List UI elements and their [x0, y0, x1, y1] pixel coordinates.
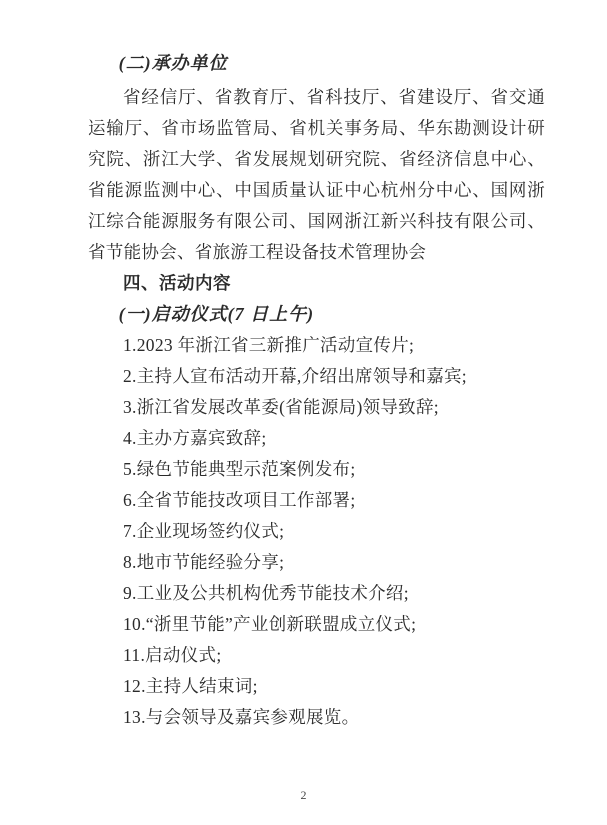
- agenda-list: [88, 330, 545, 733]
- agenda-item-10: 10.“浙里节能”产业创新联盟成立仪式;: [123, 614, 417, 634]
- heading-activities: 四、活动内容: [123, 273, 231, 293]
- document-content: [88, 48, 545, 733]
- agenda-item-13: 13.与会领导及嘉宾参观展览。: [123, 707, 360, 727]
- agenda-item-4: 4.主办方嘉宾致辞;: [123, 428, 267, 448]
- agenda-item-2: 2.主持人宣布活动开幕,介绍出席领导和嘉宾;: [123, 366, 467, 386]
- heading-undertakers: (二)承办单位: [118, 53, 228, 73]
- heading-launch-ceremony: (一)启动仪式(7 日上午): [118, 304, 315, 324]
- agenda-item-1: 1.2023 年浙江省三新推广活动宣传片;: [123, 335, 415, 355]
- agenda-item-12: 12.主持人结束词;: [123, 676, 258, 696]
- agenda-item-6: 6.全省节能技改项目工作部署;: [123, 490, 356, 510]
- page-number: 2: [300, 788, 307, 802]
- agenda-item-8: 8.地市节能经验分享;: [123, 552, 285, 572]
- undertakers-paragraph: 省经信厅、省教育厅、省科技厅、省建设厅、省交通运输厅、省市场监管局、省机关事务局、华东勘测设计研究院、浙江大学、省发展规划研究院、省经济信息中心、省能源监测中心、中国质量认证中心杭州分中心、国网浙江综合能源服务有限公司、国网浙江新兴科技有限公司、省节能协会、省旅游工程设备技术管理协会: [88, 87, 545, 262]
- agenda-item-9: 9.工业及公共机构优秀节能技术介绍;: [123, 583, 409, 603]
- agenda-item-3: 3.浙江省发展改革委(省能源局)领导致辞;: [123, 397, 439, 417]
- agenda-item-7: 7.企业现场签约仪式;: [123, 521, 285, 541]
- agenda-item-5: 5.绿色节能典型示范案例发布;: [123, 459, 356, 479]
- agenda-item-11: 11.启动仪式;: [123, 645, 222, 665]
